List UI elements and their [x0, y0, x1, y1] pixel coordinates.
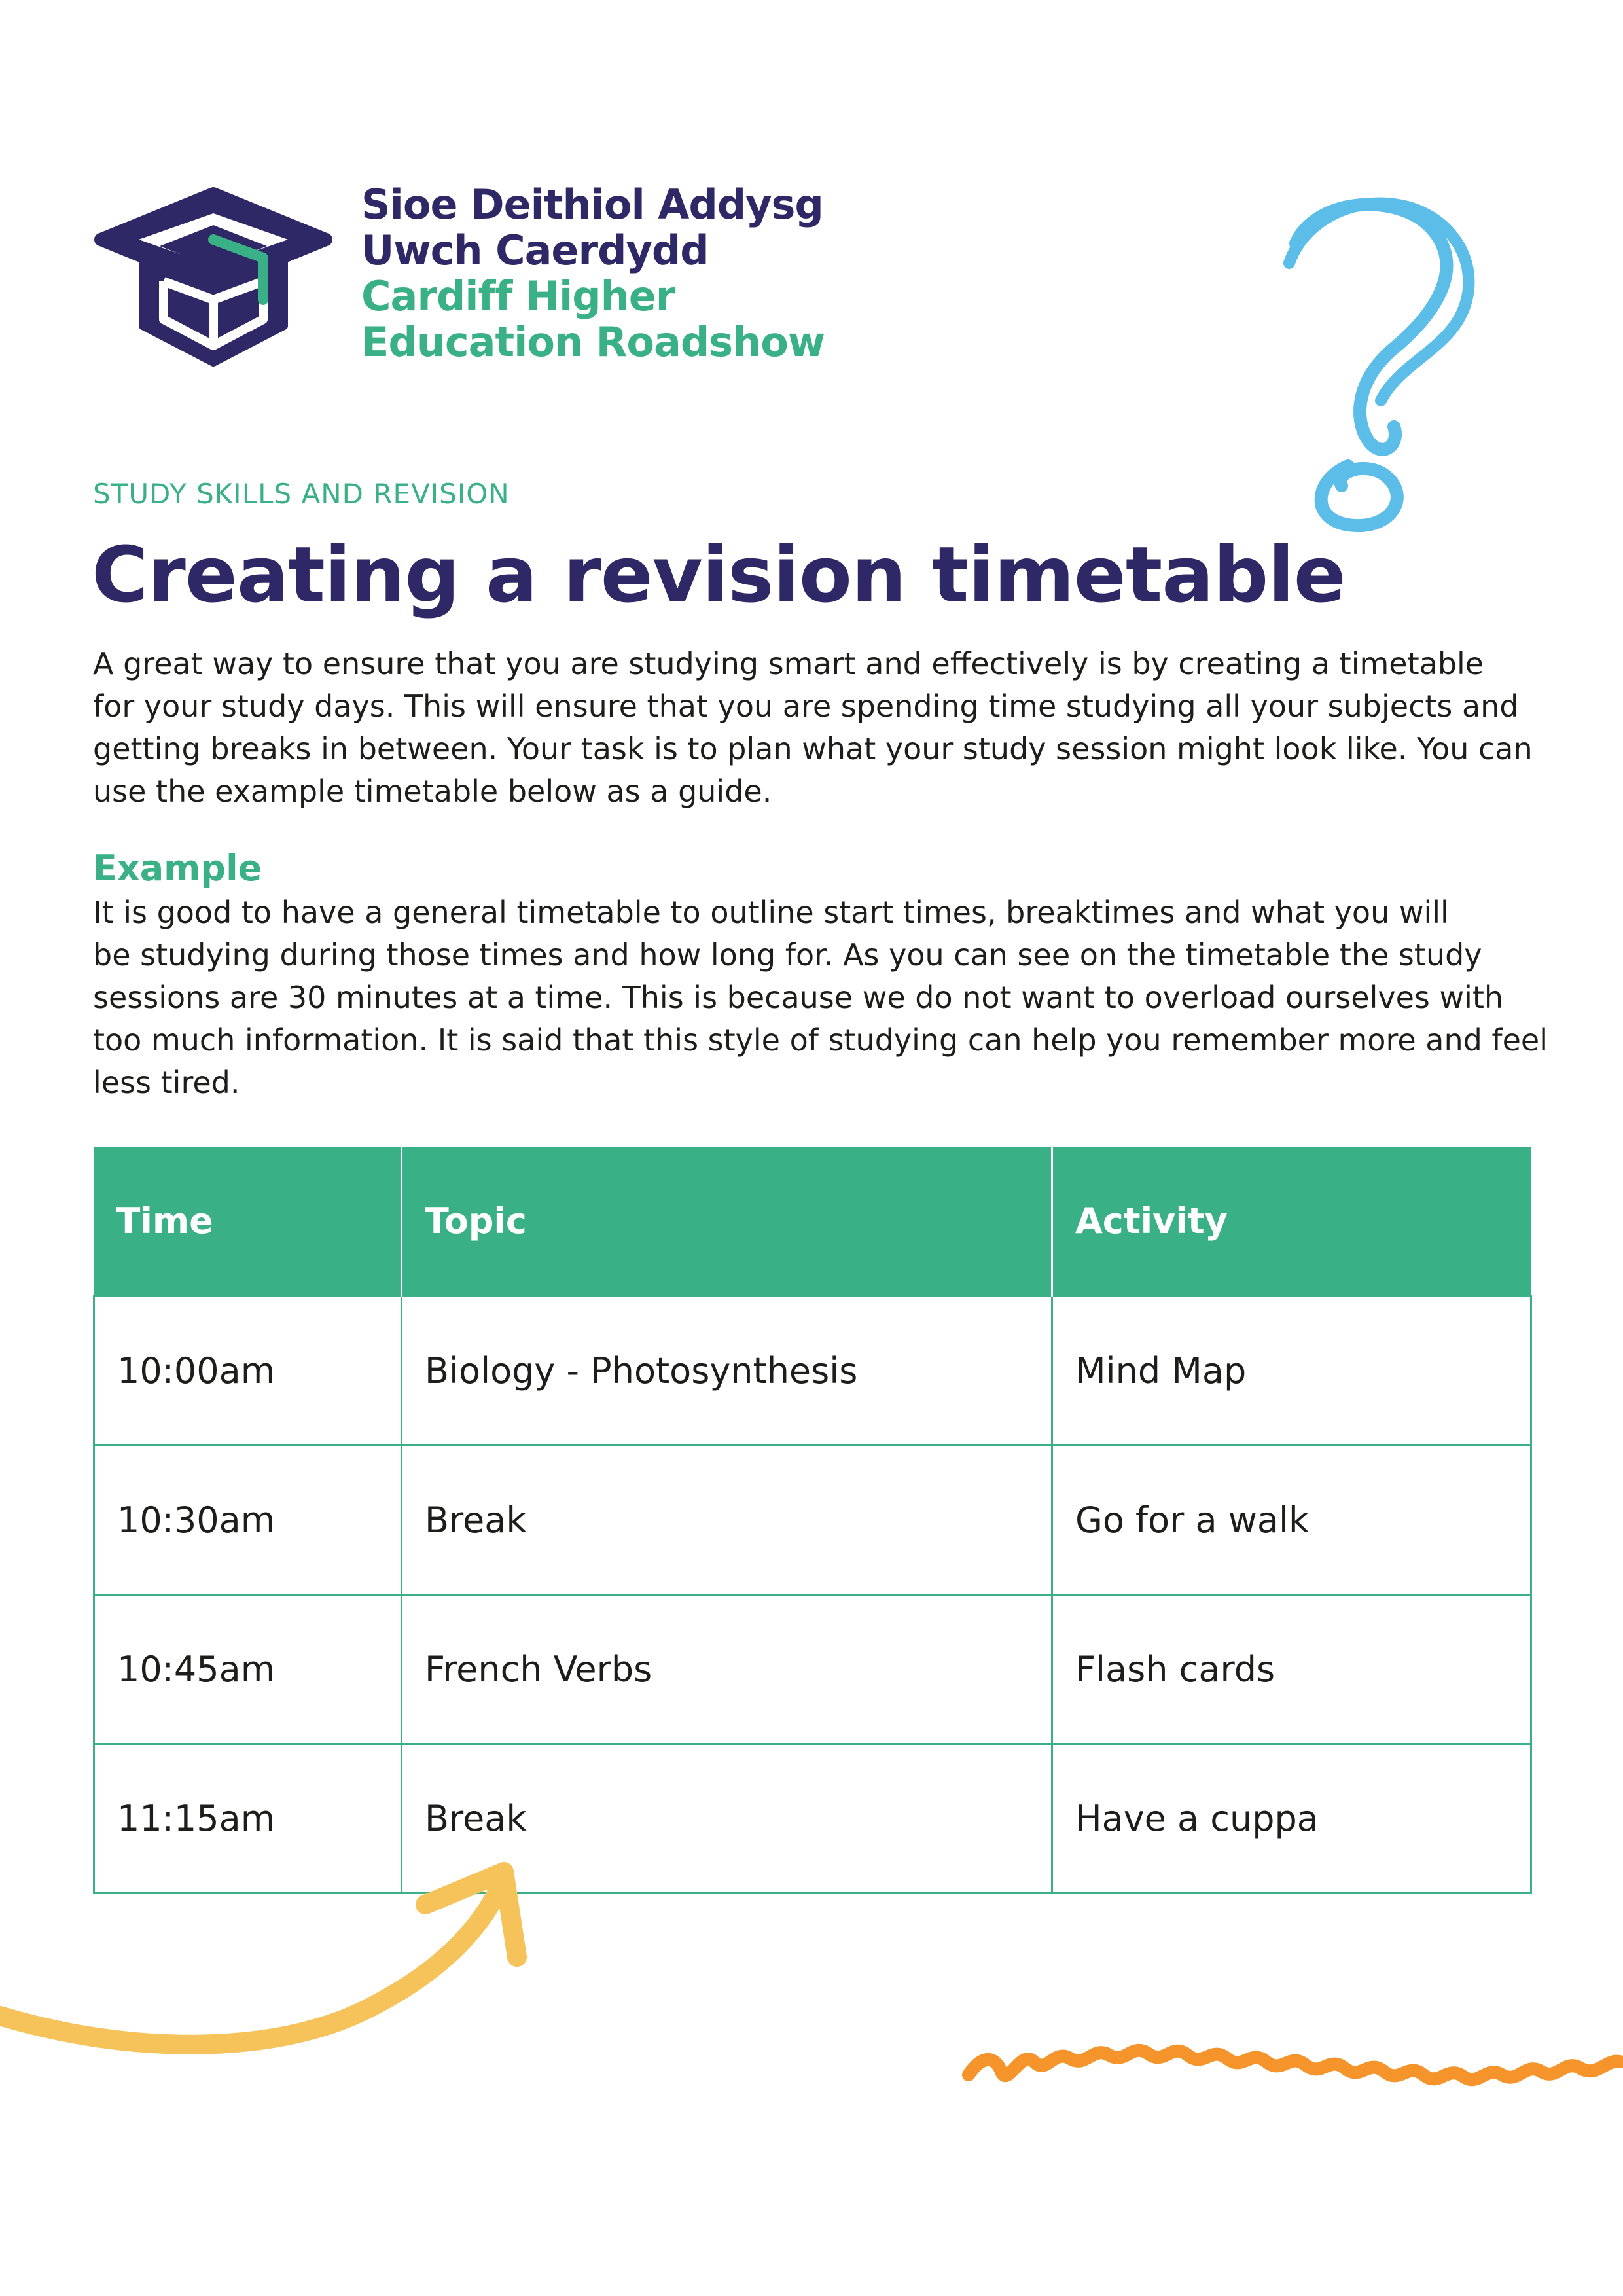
time-cell: 11:15am [94, 1744, 402, 1893]
example-line: less tired. [93, 1065, 240, 1100]
logo-line-cy-2: Uwch Caerdydd [361, 226, 709, 274]
intro-paragraph [93, 643, 1546, 813]
example-paragraph [93, 891, 1546, 1104]
topic-cell: Biology - Photosynthesis [402, 1296, 1052, 1445]
time-cell: 10:00am [94, 1296, 402, 1445]
logo-line-en-1: Cardiff Higher [361, 272, 675, 320]
topic-cell: Break [402, 1744, 1052, 1893]
arrow-doodle [0, 1859, 543, 2075]
time-cell: 10:30am [94, 1445, 402, 1594]
logo-line-en-2: Education Roadshow [361, 318, 825, 366]
example-line: sessions are 30 minutes at a time. This is because we do not want to overload ourselves with [93, 980, 1504, 1015]
intro-line: A great way to ensure that you are studying smart and effectively is by creating a timetable [93, 646, 1484, 681]
table-row [94, 1296, 1531, 1445]
activity-cell: Mind Map [1052, 1296, 1531, 1445]
activity-cell: Have a cuppa [1052, 1744, 1531, 1893]
table-row [94, 1445, 1531, 1594]
table-row [94, 1594, 1531, 1744]
logo-line-cy-1: Sioe Deithiol Addysg [361, 181, 823, 228]
activity-cell: Go for a walk [1052, 1445, 1531, 1594]
page-title: Creating a revision timetable [92, 529, 1346, 620]
intro-line: for your study days. This will ensure that you are spending time studying all your subjects and [93, 689, 1519, 724]
topic-cell: Break [402, 1445, 1052, 1594]
column-header-topic: Topic [402, 1147, 1052, 1296]
example-heading: Example [93, 848, 262, 889]
question-mark-doodle [1270, 185, 1505, 538]
example-line: be studying during those times and how long for. As you can see on the timetable the study [93, 937, 1482, 973]
logo-wordmark [361, 182, 825, 365]
graduation-cap-icon [92, 185, 335, 370]
intro-line: getting breaks in between. Your task is to plan what your study session might look like. You can [93, 731, 1533, 766]
section-label: STUDY SKILLS AND REVISION [93, 478, 510, 510]
example-line: too much information. It is said that this style of studying can help you remember more and feel [93, 1022, 1548, 1058]
activity-cell: Flash cards [1052, 1594, 1531, 1744]
topic-cell: French Verbs [402, 1594, 1052, 1744]
column-header-time: Time [94, 1147, 402, 1296]
intro-line: use the example timetable below as a guide. [93, 774, 772, 809]
time-cell: 10:45am [94, 1594, 402, 1744]
table-header-row [94, 1147, 1531, 1296]
example-line: It is good to have a general timetable to outline start times, breaktimes and what you will [93, 895, 1449, 930]
column-header-activity: Activity [1052, 1147, 1531, 1296]
squiggle-doodle [962, 2036, 1623, 2094]
revision-timetable [93, 1147, 1532, 1894]
